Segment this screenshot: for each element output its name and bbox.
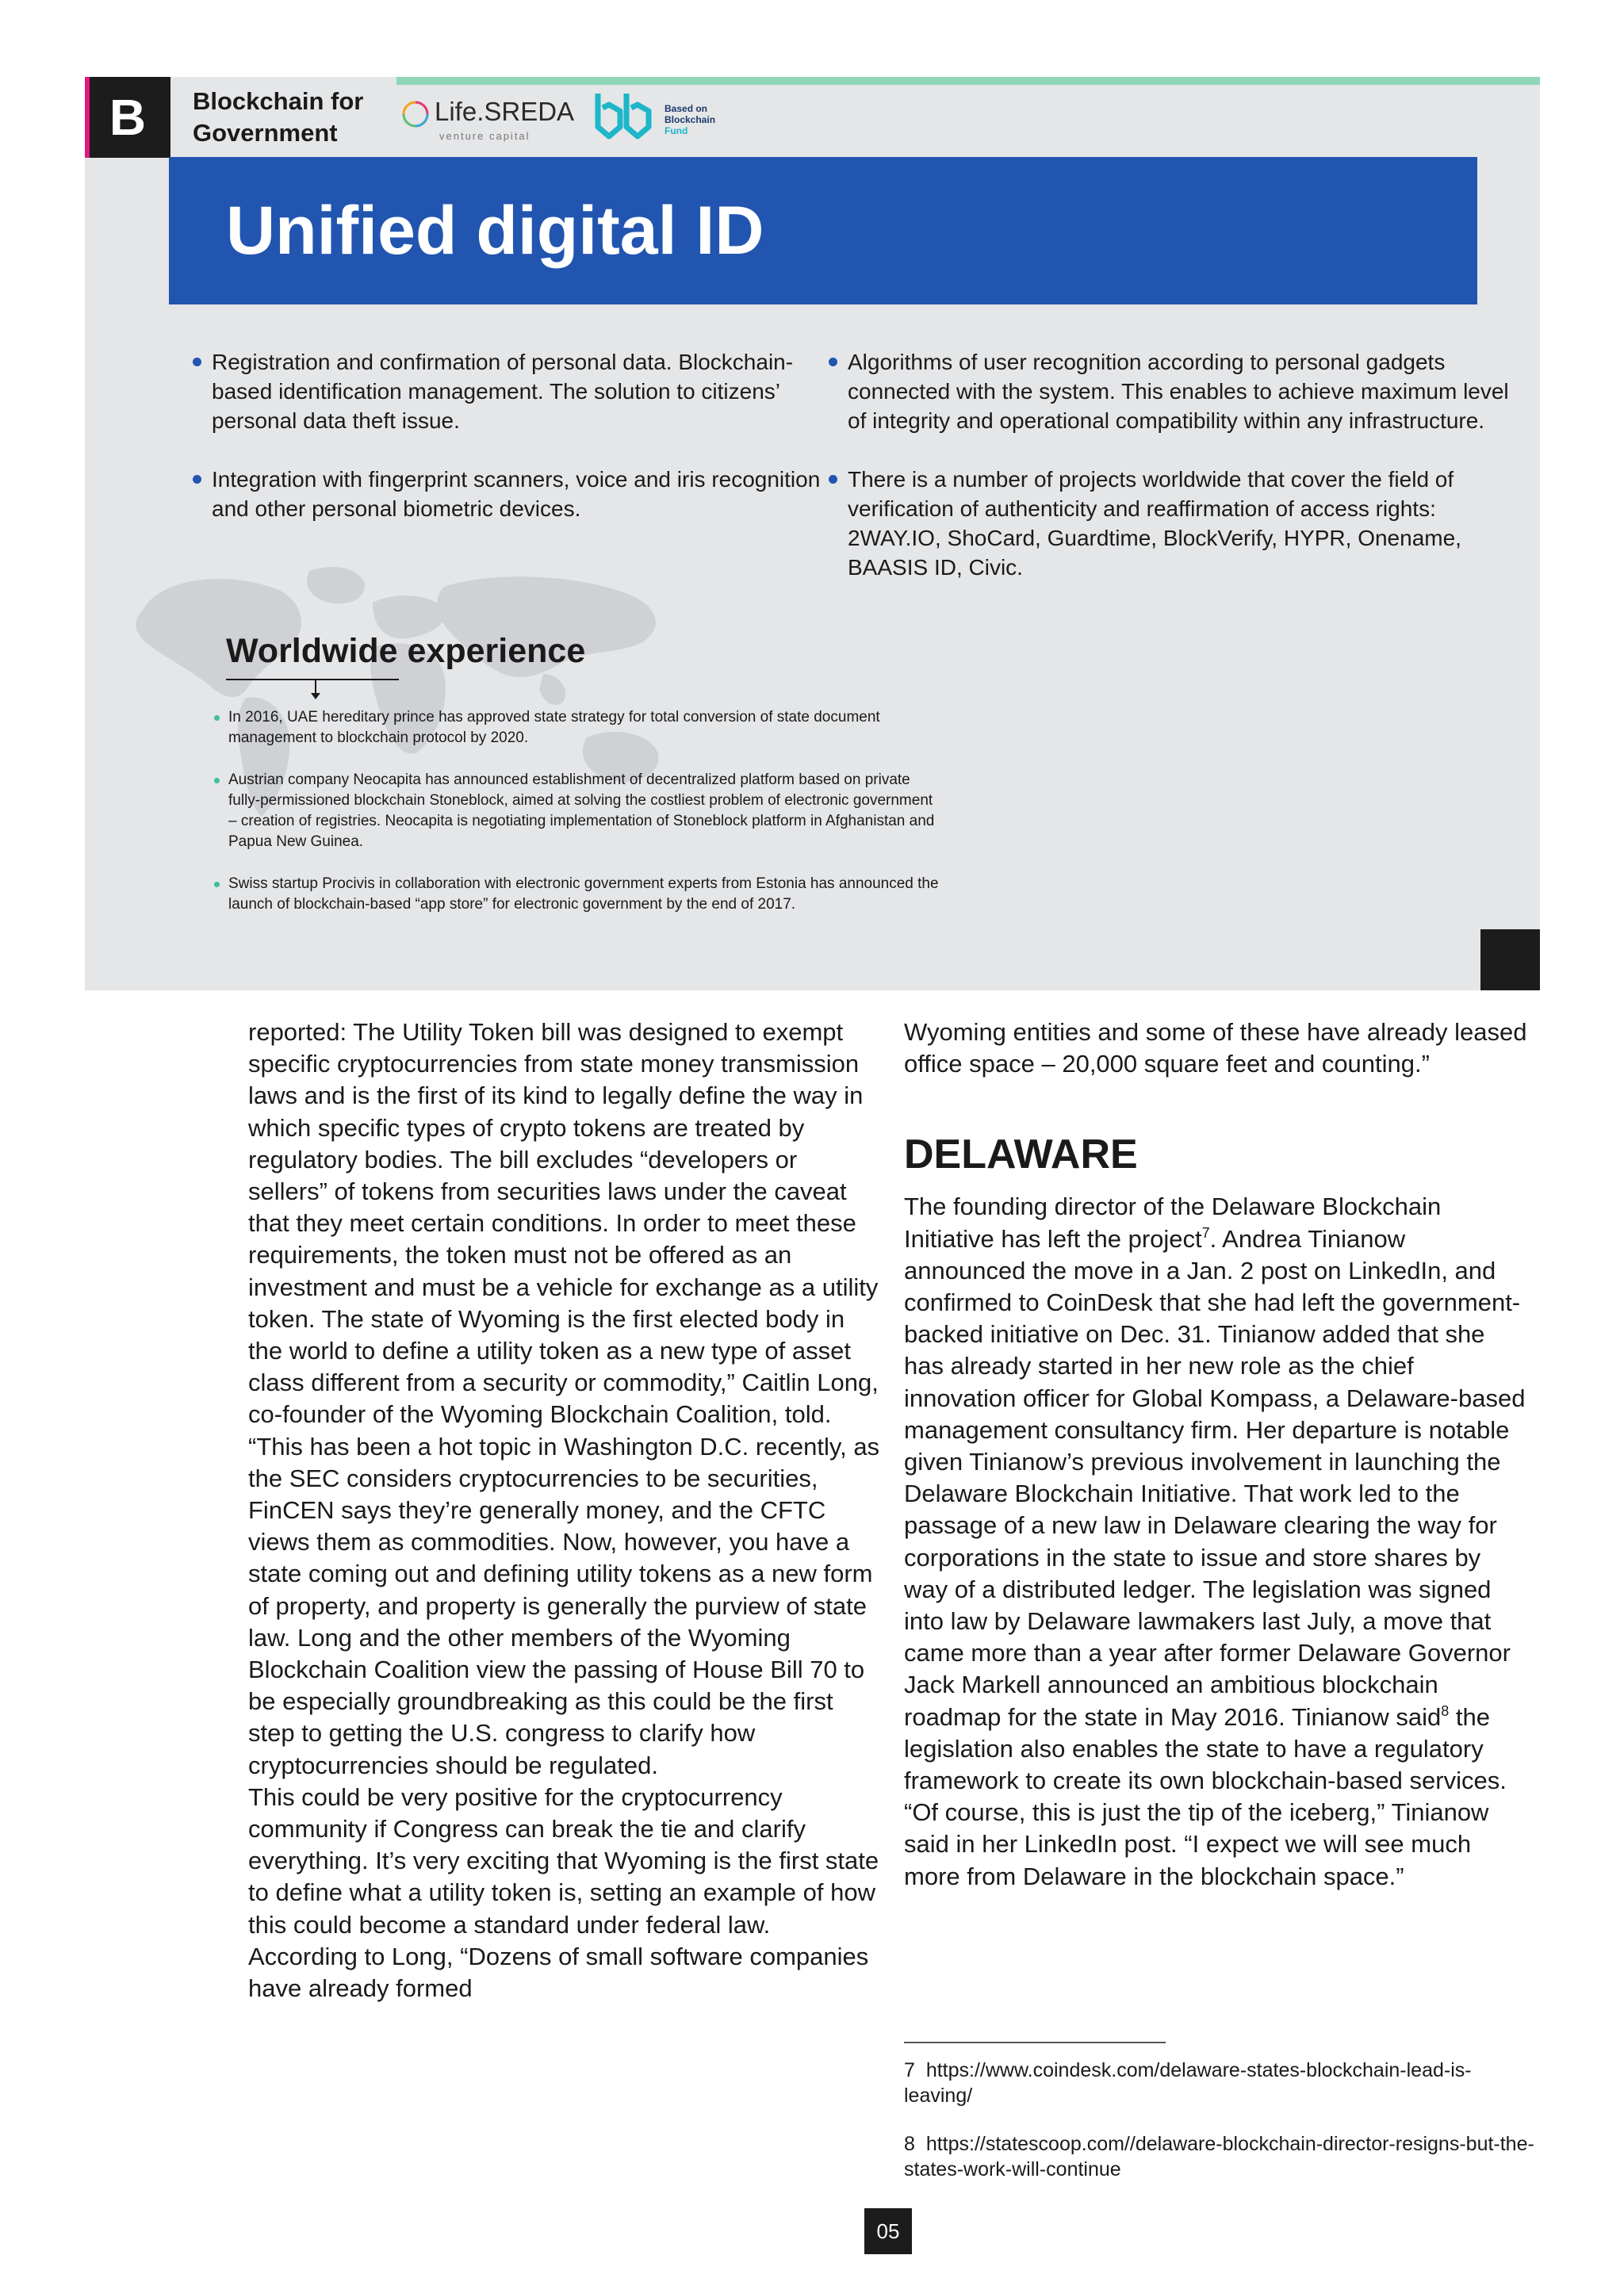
worldwide-heading: Worldwide experience — [226, 632, 586, 670]
body-paragraph: reported: The Utility Token bill was designed to exempt specific cryptocurrencies from state money transmission laws and is the first of its kind to legally define the way in which specific types of crypto tokens are treated by regulatory bodies. The bill excludes “developers or sellers” of tokens from securities laws under the caveat that they meet certain conditions. In order to meet these requirements, the token must not be offered as an investment and must be a vehicle for exchange as a utility token. The state of Wyoming is the first elected body in the world to define a utility token as a new type of asset class different from a security or commodity,” Caitlin Long, co-founder of the Wyoming Blockchain Coalition, told. “This has been a hot topic in Washington D.C. recently, as the SEC considers cryptocurrencies to be securities, FinCEN says they’re generally money, and the CFTC views them as commodities. Now, however, you have a state coming out and defining utility tokens as a new form of property, and property is generally the purview of state law. Long and the other members of the Wyoming Blockchain Coalition view the passing of House Bill 70 to be especially groundbreaking as this could be the first step to getting the U.S. congress to clarify how cryptocurrencies should be regulated. — [248, 1018, 880, 1779]
delaware-heading: DELAWARE — [904, 1131, 1138, 1178]
page-number: 05 — [864, 2208, 912, 2254]
lifesreda-logo — [398, 92, 588, 147]
list-item: Swiss startup Procivis in collaboration with electronic government experts from Estonia has announced the launch of blockchain-based “app store” for electronic government by the end of 2017. — [213, 874, 942, 915]
lifesreda-subtitle: venture capital — [439, 130, 530, 142]
footnote-ref-7[interactable]: 7 — [1201, 1224, 1210, 1241]
text-span: the legislation also enables the state to have a regulatory framework to create its own blockchain-based services. “Of course, this is just the tip of the iceberg,” Tinianow said in her LinkedIn post. “I expect we will see much more from Delaware in the blockchain space.” — [904, 1702, 1507, 1890]
footnote-divider — [904, 2042, 1166, 2043]
worldwide-list — [213, 707, 942, 936]
footnote-number: 8 — [904, 2133, 915, 2155]
list-item: There is a number of projects worldwide that cover the field of verification of authenticity and reaffirmation of access rights: 2WAY.IO, ShoCard, Guardtime, BlockVerify, HYPR, Onename, BAASIS ID, Civic. — [829, 465, 1526, 582]
bbf-line1: Based on — [665, 103, 708, 114]
page-title: Unified digital ID — [226, 193, 764, 269]
list-item: Algorithms of user recognition according to personal gadgets connected with the system. This enables to achieve maximum level of integrity and operational compatibility within any infrastructure. — [829, 347, 1526, 435]
section-title-line2: Government — [193, 119, 338, 147]
footnote-8 — [904, 2131, 1538, 2182]
bbf-text — [665, 103, 715, 136]
left-bullet-list — [193, 347, 827, 553]
body-paragraph: This could be very positive for the cryptocurrency community if Congress can break the tie and clarify everything. It’s very exciting that Wyoming is the first state to define what a utility token is, setting an example of how this could become a standard under federal law. According to Long, “Dozens of small software companies have already formed — [248, 1782, 879, 2003]
bbf-line2: Blockchain — [665, 114, 716, 125]
body-column-right — [904, 1016, 1530, 1893]
arrow-down-icon — [311, 693, 320, 699]
footnote-number: 7 — [904, 2059, 915, 2081]
section-title — [193, 86, 363, 149]
text-span: . Andrea Tinianow announced the move in a Jan. 2 post on LinkedIn, and confirmed to CoinDesk that she had left the government-backed initiative on Dec. 31. Tinianow added that she has already started in her new role as the chief innovation officer for Global Kompass, a Delaware-based management consultancy firm. Her departure is notable given Tinianow’s previous involvement in launching the Delaware Blockchain Initiative. That work led to the passage of a new law in Delaware clearing the way for corporations in the state to issue and store shares by way of a distributed ledger. The legislation was signed into law by Delaware lawmakers last July, a move that came more than a year after former Delaware Governor Jack Markell announced an ambitious blockchain roadmap for the state in May 2016. Tinianow said — [904, 1224, 1526, 1731]
bbf-logo — [588, 86, 747, 149]
list-item: Registration and confirmation of personal data. Blockchain-based identification management. The solution to citizens’ personal data theft issue. — [193, 347, 827, 435]
worldwide-underline — [226, 679, 399, 680]
body-paragraph: Wyoming entities and some of these have already leased office space – 20,000 square feet and counting.” — [904, 1018, 1527, 1078]
bbf-hexagon-icon — [588, 87, 660, 147]
body-paragraph — [904, 1191, 1530, 1892]
list-item: Austrian company Neocapita has announced establishment of decentralized platform based on private fully-permissioned blockchain Stoneblock, aimed at solving the costliest problem of electronic government – creation of registries. Neocapita is negotiating implementation of Stoneblock platform in Afghanistan and Papua New Guinea. — [213, 770, 942, 852]
text-span: The founding director of the Delaware Blockchain Initiative has left the project — [904, 1193, 1442, 1253]
lifesreda-ring-icon — [400, 98, 431, 130]
corner-square — [1480, 929, 1540, 990]
section-letter: B — [109, 89, 147, 146]
list-item: In 2016, UAE hereditary prince has approved state strategy for total conversion of state document management to blockchain protocol by 2020. — [213, 707, 942, 748]
footnote-link[interactable]: https://statescoop.com//delaware-blockchain-director-resigns-but-the-states-work-will-continue — [904, 2133, 1534, 2180]
section-title-line1: Blockchain for — [193, 87, 364, 115]
section-letter-badge — [85, 77, 170, 158]
bbf-line3: Fund — [665, 125, 688, 136]
right-bullet-list — [829, 347, 1526, 611]
lifesreda-name: Life.SREDA — [435, 97, 575, 126]
footnote-7 — [904, 2058, 1538, 2108]
title-bar — [169, 157, 1477, 304]
footnote-ref-8[interactable]: 8 — [1441, 1702, 1450, 1719]
body-column-left — [248, 1016, 883, 2004]
footnote-link[interactable]: https://www.coindesk.com/delaware-states-blockchain-lead-is-leaving/ — [904, 2059, 1472, 2107]
list-item: Integration with fingerprint scanners, voice and iris recognition and other personal biometric devices. — [193, 465, 827, 523]
accent-line — [396, 77, 1540, 85]
